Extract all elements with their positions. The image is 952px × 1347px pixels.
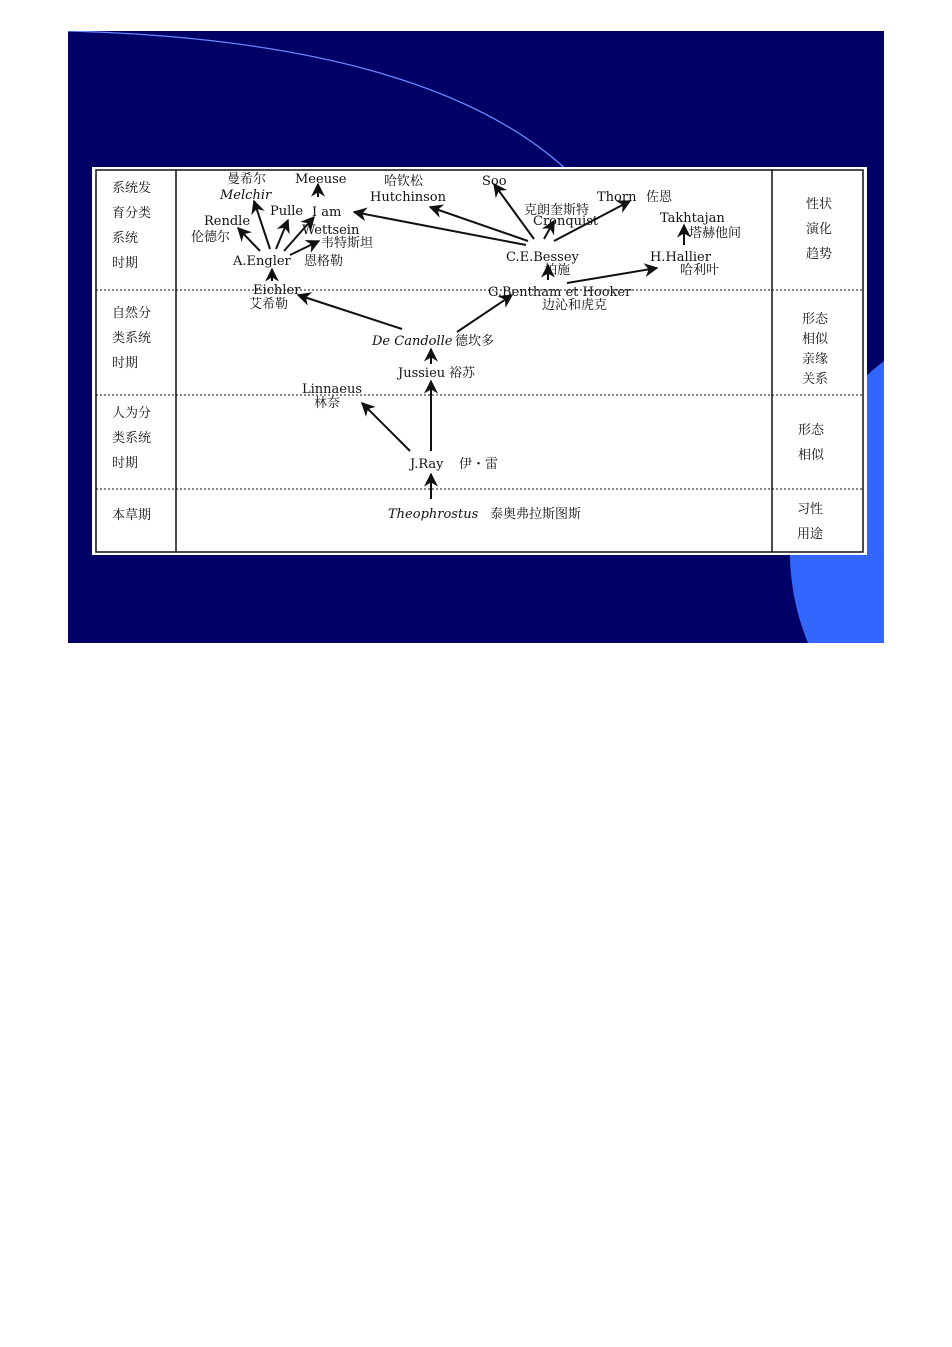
node-hallier-cn: 哈利叶 [680, 263, 720, 278]
node-soo: Soo [482, 174, 507, 189]
trend-line: 用途 [797, 527, 824, 542]
diagram-canvas [92, 167, 867, 555]
node-bentham-cn: 边沁和虎克 [542, 298, 608, 313]
node-theophrastus-cn: 泰奥弗拉斯图斯 [490, 507, 582, 522]
node-bessey-en: C.E.Bessey [506, 250, 579, 265]
node-melchir-cn: 曼希尔 [227, 172, 267, 187]
node-thorn-cn: 佐恩 [646, 190, 673, 205]
node-eichler-en: Eichler [253, 283, 301, 298]
node-hallier-en: H.Hallier [650, 250, 711, 265]
node-ray-cn: 伊・雷 [459, 457, 499, 472]
classification-history-diagram [92, 167, 867, 555]
period-line: 时期 [112, 256, 139, 271]
node-jussieu-cn: 裕苏 [449, 366, 476, 381]
trend-line: 相似 [798, 448, 825, 463]
arrow-bentham-hallier [567, 268, 657, 283]
node-linnaeus-cn: 林奈 [314, 396, 341, 411]
node-engler-cn: 恩格勒 [304, 254, 344, 269]
period-label-phylogenetic [112, 180, 155, 271]
period-line: 人为分 [112, 406, 152, 421]
node-meeuse: Meeuse [295, 172, 347, 187]
arrow-decandolle-eichler [298, 295, 402, 329]
node-rendle-en: Rendle [204, 214, 251, 229]
trend-line: 习性 [797, 502, 824, 517]
trend-line: 相似 [802, 332, 829, 347]
trend-line: 形态 [802, 312, 829, 327]
trend-line: 亲缘 [802, 352, 829, 367]
node-rendle-cn: 伦德尔 [191, 230, 231, 245]
period-label-herbal [112, 507, 151, 523]
trend-line: 演化 [806, 222, 833, 237]
decorative-arc [68, 31, 568, 171]
arrow-ray-linnaeus [362, 403, 410, 451]
node-decandolle-en: De Candolle [372, 334, 453, 349]
node-decandolle-cn: 德坎多 [455, 334, 495, 349]
node-takhtajan-en: Takhtajan [660, 211, 725, 226]
trend-label-morphology-affinity [802, 312, 832, 387]
node-ray-en: J.Ray [410, 457, 444, 472]
trend-line: 形态 [798, 423, 825, 438]
node-jussieu-en: Jussieu [398, 366, 446, 381]
period-line: 系统 [112, 231, 139, 246]
node-engler-en: A.Engler [233, 254, 291, 269]
node-takhtajan-cn: 塔赫他间 [689, 226, 742, 241]
period-line: 时期 [112, 456, 139, 471]
period-line: 系统发 [112, 181, 152, 196]
node-bentham-en: G.Bentham et Hooker [488, 285, 632, 300]
node-lam: I am [312, 205, 342, 220]
node-hutchinson-cn: 哈钦松 [384, 174, 424, 189]
node-cronquist-en: Cronquist [533, 214, 599, 229]
trend-line: 关系 [802, 372, 829, 387]
period-line: 自然分 [112, 306, 152, 321]
node-cronquist-cn: 克朗奎斯特 [524, 203, 590, 218]
node-bessey-cn: 柏施 [544, 263, 571, 278]
node-wettstein-en: Wettsein [302, 223, 360, 238]
node-melchir-en: Melchir [220, 188, 272, 203]
trend-label-character-evolution [806, 196, 836, 262]
node-wettstein-cn: 韦特斯坦 [321, 236, 374, 251]
period-line: 类系统 [112, 431, 152, 446]
trend-line: 趋势 [806, 247, 833, 262]
period-line: 本草期 [112, 508, 152, 523]
arrow-engler-pulle [276, 220, 288, 249]
taxonomist-labels [191, 172, 741, 522]
period-label-natural [112, 306, 155, 371]
arrow-engler-wettstein [290, 241, 319, 255]
period-line: 时期 [112, 356, 139, 371]
arrow-engler-rendle [238, 228, 260, 251]
node-thorn-en: Thorn [597, 190, 637, 205]
period-line: 育分类 [112, 206, 152, 221]
arrow-engler-melchir [254, 201, 270, 249]
period-label-artificial [112, 405, 155, 471]
node-pulle: Pulle [270, 204, 304, 219]
node-hutchinson-en: Hutchinson [370, 190, 446, 205]
period-line: 类系统 [112, 331, 152, 346]
arrow-bessey-lam [354, 212, 526, 245]
trend-label-morphology-similarity [798, 423, 828, 463]
node-linnaeus-en: Linnaeus [302, 382, 363, 397]
node-theophrastus-en: Theophrostus [388, 507, 479, 522]
node-eichler-cn: 艾希勒 [249, 297, 289, 312]
trend-line: 性状 [806, 197, 833, 212]
arrow-decandolle-bentham [457, 295, 512, 332]
trend-label-habit-use [797, 501, 827, 542]
